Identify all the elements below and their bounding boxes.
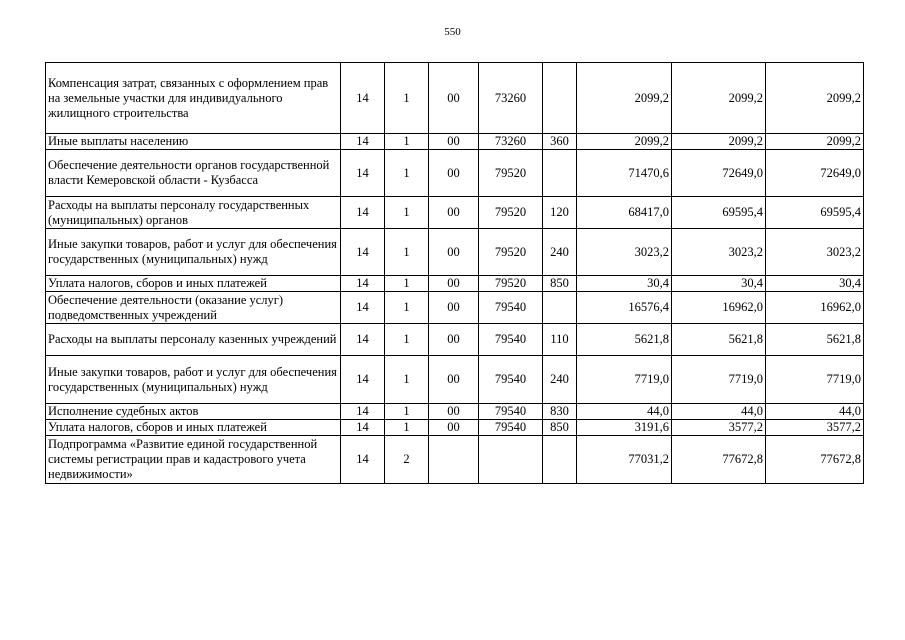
table-row [46,404,864,420]
amount-year3-cell: 69595,4 [766,197,864,229]
expense-type-cell: 850 [543,276,577,292]
direction-code-cell: 79540 [479,420,543,436]
expense-name-cell: Иные закупки товаров, работ и услуг для обеспечения государственных (муниципальных) нужд [46,356,341,404]
amount-year2-cell: 30,4 [672,276,766,292]
table-body [46,63,864,484]
amount-year1-cell: 7719,0 [577,356,672,404]
expense-type-cell [543,63,577,134]
section-code-cell: 14 [341,356,385,404]
amount-year2-cell: 2099,2 [672,134,766,150]
direction-code-cell: 79520 [479,229,543,276]
amount-year3-cell: 3023,2 [766,229,864,276]
expense-name-cell: Обеспечение деятельности (оказание услуг) подведомственных учреждений [46,292,341,324]
program-code-cell: 00 [429,276,479,292]
table-row [46,356,864,404]
subsection-code-cell: 1 [385,197,429,229]
direction-code-cell: 79520 [479,276,543,292]
expense-name-cell: Расходы на выплаты персоналу государственных (муниципальных) органов [46,197,341,229]
subsection-code-cell: 1 [385,276,429,292]
section-code-cell: 14 [341,134,385,150]
direction-code-cell: 79540 [479,292,543,324]
amount-year3-cell: 30,4 [766,276,864,292]
amount-year3-cell: 72649,0 [766,150,864,197]
amount-year1-cell: 2099,2 [577,134,672,150]
table-row [46,324,864,356]
subsection-code-cell: 1 [385,404,429,420]
direction-code-cell: 73260 [479,63,543,134]
expense-name-cell: Расходы на выплаты персоналу казенных учреждений [46,324,341,356]
direction-code-cell: 79540 [479,324,543,356]
amount-year3-cell: 7719,0 [766,356,864,404]
budget-table [45,62,864,484]
section-code-cell: 14 [341,63,385,134]
program-code-cell: 00 [429,404,479,420]
amount-year1-cell: 5621,8 [577,324,672,356]
expense-type-cell: 240 [543,356,577,404]
program-code-cell: 00 [429,150,479,197]
expense-name-cell: Уплата налогов, сборов и иных платежей [46,276,341,292]
direction-code-cell: 79540 [479,356,543,404]
subsection-code-cell: 1 [385,420,429,436]
expense-name-cell: Обеспечение деятельности органов государственной власти Кемеровской области - Кузбасса [46,150,341,197]
subsection-code-cell: 1 [385,356,429,404]
subsection-code-cell: 1 [385,292,429,324]
section-code-cell: 14 [341,420,385,436]
amount-year1-cell: 71470,6 [577,150,672,197]
expense-type-cell [543,436,577,484]
table-row [46,229,864,276]
subsection-code-cell: 1 [385,229,429,276]
table-row [46,197,864,229]
table-row [46,436,864,484]
section-code-cell: 14 [341,436,385,484]
amount-year3-cell: 16962,0 [766,292,864,324]
expense-type-cell: 120 [543,197,577,229]
amount-year1-cell: 30,4 [577,276,672,292]
amount-year2-cell: 77672,8 [672,436,766,484]
program-code-cell: 00 [429,356,479,404]
section-code-cell: 14 [341,404,385,420]
direction-code-cell [479,436,543,484]
subsection-code-cell: 1 [385,134,429,150]
table-row [46,63,864,134]
amount-year2-cell: 3577,2 [672,420,766,436]
program-code-cell: 00 [429,292,479,324]
amount-year3-cell: 44,0 [766,404,864,420]
subsection-code-cell: 1 [385,324,429,356]
subsection-code-cell: 1 [385,63,429,134]
expense-name-cell: Иные выплаты населению [46,134,341,150]
table-row [46,150,864,197]
program-code-cell: 00 [429,63,479,134]
amount-year2-cell: 69595,4 [672,197,766,229]
expense-name-cell: Иные закупки товаров, работ и услуг для обеспечения государственных (муниципальных) нужд [46,229,341,276]
table-row [46,276,864,292]
amount-year1-cell: 77031,2 [577,436,672,484]
expense-type-cell: 110 [543,324,577,356]
section-code-cell: 14 [341,276,385,292]
section-code-cell: 14 [341,197,385,229]
program-code-cell: 00 [429,134,479,150]
program-code-cell: 00 [429,229,479,276]
expense-name-cell: Компенсация затрат, связанных с оформлением прав на земельные участки для индивидуального жилищного строительства [46,63,341,134]
table-row [46,420,864,436]
expense-name-cell: Исполнение судебных актов [46,404,341,420]
section-code-cell: 14 [341,324,385,356]
expense-name-cell: Уплата налогов, сборов и иных платежей [46,420,341,436]
table-row [46,292,864,324]
program-code-cell: 00 [429,197,479,229]
amount-year1-cell: 16576,4 [577,292,672,324]
section-code-cell: 14 [341,150,385,197]
expense-type-cell: 240 [543,229,577,276]
amount-year2-cell: 72649,0 [672,150,766,197]
amount-year1-cell: 2099,2 [577,63,672,134]
amount-year1-cell: 3191,6 [577,420,672,436]
amount-year2-cell: 5621,8 [672,324,766,356]
amount-year1-cell: 44,0 [577,404,672,420]
section-code-cell: 14 [341,292,385,324]
program-code-cell: 00 [429,420,479,436]
direction-code-cell: 79520 [479,150,543,197]
expense-name-cell: Подпрограмма «Развитие единой государственной системы регистрации прав и кадастрового учета недвижимости» [46,436,341,484]
subsection-code-cell: 2 [385,436,429,484]
expense-type-cell: 830 [543,404,577,420]
expense-type-cell: 360 [543,134,577,150]
expense-type-cell [543,292,577,324]
amount-year2-cell: 16962,0 [672,292,766,324]
program-code-cell: 00 [429,324,479,356]
page-number: 550 [444,26,461,38]
amount-year2-cell: 3023,2 [672,229,766,276]
amount-year3-cell: 2099,2 [766,63,864,134]
direction-code-cell: 79520 [479,197,543,229]
amount-year1-cell: 68417,0 [577,197,672,229]
expense-type-cell [543,150,577,197]
amount-year3-cell: 2099,2 [766,134,864,150]
amount-year2-cell: 44,0 [672,404,766,420]
amount-year2-cell: 7719,0 [672,356,766,404]
direction-code-cell: 73260 [479,134,543,150]
section-code-cell: 14 [341,229,385,276]
amount-year2-cell: 2099,2 [672,63,766,134]
program-code-cell [429,436,479,484]
amount-year3-cell: 77672,8 [766,436,864,484]
amount-year3-cell: 3577,2 [766,420,864,436]
amount-year3-cell: 5621,8 [766,324,864,356]
subsection-code-cell: 1 [385,150,429,197]
amount-year1-cell: 3023,2 [577,229,672,276]
direction-code-cell: 79540 [479,404,543,420]
expense-type-cell: 850 [543,420,577,436]
table-row [46,134,864,150]
